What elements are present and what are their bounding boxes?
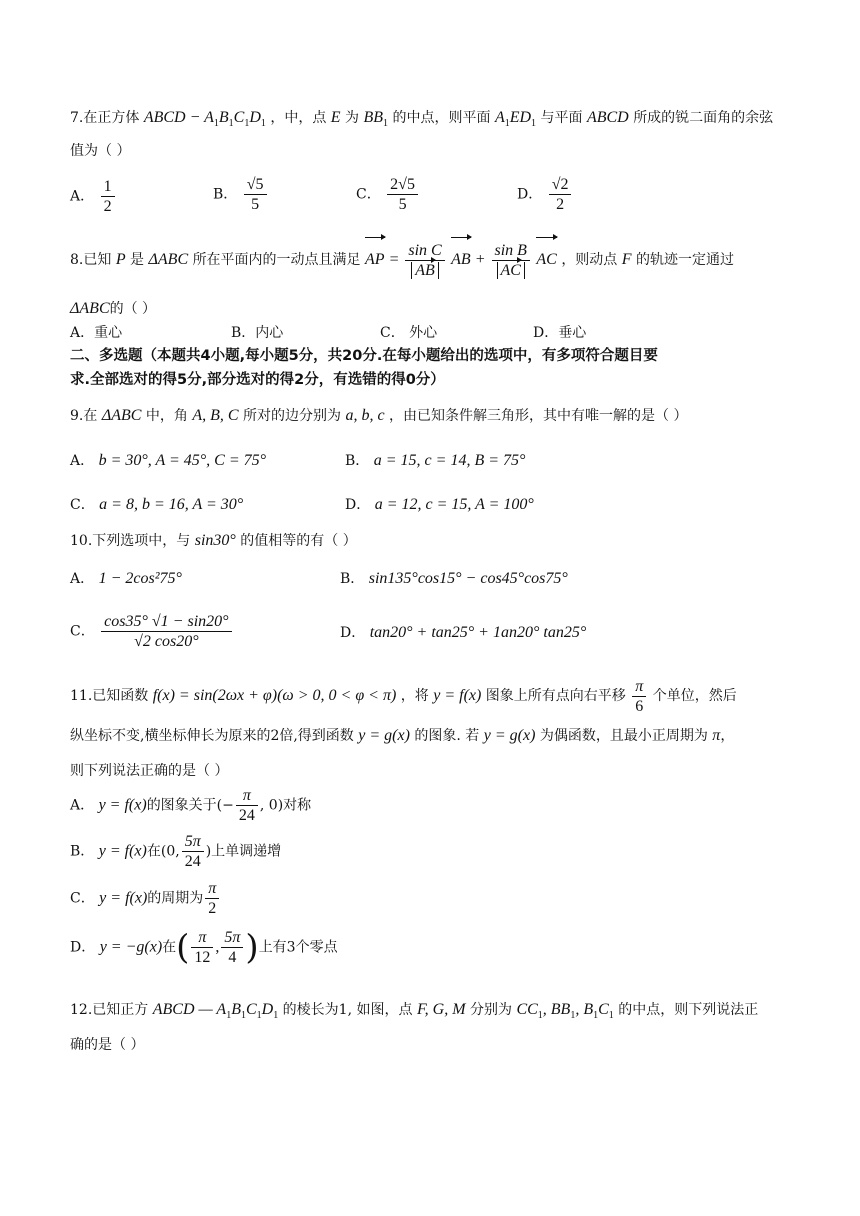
section-heading-line1: 二、多选题（本题共4小题,每小题5分，共20分.在每小题给出的选项中，有多项符合题目要 <box>70 348 658 364</box>
q11-option-a: A． y = f(x)的图象关于(− $\frac{\pi}{24}$ , 0)对称 <box>70 787 312 824</box>
q9-option-b: B． a = 15, c = 14, B = 75° <box>345 452 526 469</box>
q10-option-d: D． tan20° + tan25° + 1an20° tan25° <box>340 624 587 641</box>
q7-option-d: D． $\frac{√2}{2}$ <box>517 175 573 214</box>
q8-stem-line1: 8.已知 P 是 ΔABC 所在平面内的一动点且满足 AP = $\frac{\text{sin C}}{AB}$ AB + $\frac{\text{sin B}}{AC}$ AC ，则动点 F 的轨迹一定通过 <box>70 238 734 282</box>
q11-stem-line3: 则下列说法正确的是（ ） <box>70 763 229 779</box>
q9-option-d: D． a = 12, c = 15, A = 100° <box>345 496 534 513</box>
q8-option-a: A．重心 <box>70 325 123 341</box>
q7-option-a: A． $\frac{1}{2}$ <box>70 177 117 216</box>
q9-option-c: C． a = 8, b = 16, A = 30° <box>70 496 244 513</box>
q8-coef-frac-2: $\frac{\text{sin B}}{AC}$ <box>492 241 530 280</box>
q8-option-c: C． 外心 <box>380 325 438 341</box>
q8-option-b: B．内心 <box>231 325 284 341</box>
q11-option-c: C． y = f(x)的周期为 $\frac{\pi}{2}$ <box>70 879 221 918</box>
q8-option-d: D．垂心 <box>533 325 587 341</box>
section-heading-line2: 求.全部选对的得5分,部分选对的得2分，有选错的得0分） <box>70 372 445 388</box>
q11-option-b: B． y = f(x)在(0, $\frac{5\pi}{24}$ )上单调递增 <box>70 833 282 870</box>
q7-stem-line1: 7.在正方体 ABCD − $A_1B_1C_1D_1$ ，中，点 E 为 $BB_1$ 的中点，则平面 $A_1ED_1$ 与平面 ABCD 所成的锐二面角的余弦 <box>70 109 774 130</box>
q10-stem: 10.下列选项中，与 sin30° 的值相等的有（ ） <box>70 532 357 549</box>
q10-option-a: A． 1 − 2cos²75° <box>70 570 182 587</box>
q11-stem-line2: 纵坐标不变,横坐标伸长为原来的2倍,得到函数 y = g(x) 的图象. 若 y = g(x) 为偶函数，且最小正周期为 π， <box>70 727 735 744</box>
q11-option-d: D． y = −g(x)在( $\frac{\pi}{12}$ , $\frac{5\pi}{4}$ )上有3个零点 <box>70 927 338 968</box>
q7-option-c: C． $\frac{2√5}{5}$ <box>356 175 420 214</box>
q12-stem-line1: 12.已知正方 ABCD — $A_1B_1C_1D_1$ 的棱长为1, 如图，点 F, G, M 分别为 $CC_1$, $BB_1$, $B_1C_1$ 的中点，则下列说法正 <box>70 1001 759 1022</box>
q12-stem-line2: 确的是（ ） <box>70 1037 145 1053</box>
q9-stem: 9.在 ΔABC 中，角 A, B, C 所对的边分别为 a, b, c ，由已知条件解三角形，其中有唯一解的是（ ） <box>70 407 688 424</box>
q10-option-b: B． sin135°cos15° − cos45°cos75° <box>340 570 568 587</box>
q7-stem-line2: 值为（ ） <box>70 143 131 159</box>
q8-stem-line2: ΔABC的（ ） <box>70 300 157 317</box>
q7-option-b: B． $\frac{√5}{5}$ <box>213 175 269 214</box>
q10-option-c: C． $\frac{\cos 35^\circ √1 - \sin 20^\circ}{√2 \cos 20^\circ}$ <box>70 612 234 651</box>
q9-option-a: A． b = 30°, A = 45°, C = 75° <box>70 452 267 469</box>
q11-stem-line1: 11.已知函数 f(x) = sin(2ωx + φ)(ω > 0, 0 < φ < π) ，将 y = f(x) 图象上所有点向右平移 $\frac{\pi}{6}$ 个单位，然后 <box>70 677 737 715</box>
q8-coef-frac-1: $\frac{\text{sin C}}{AB}$ <box>405 241 444 280</box>
